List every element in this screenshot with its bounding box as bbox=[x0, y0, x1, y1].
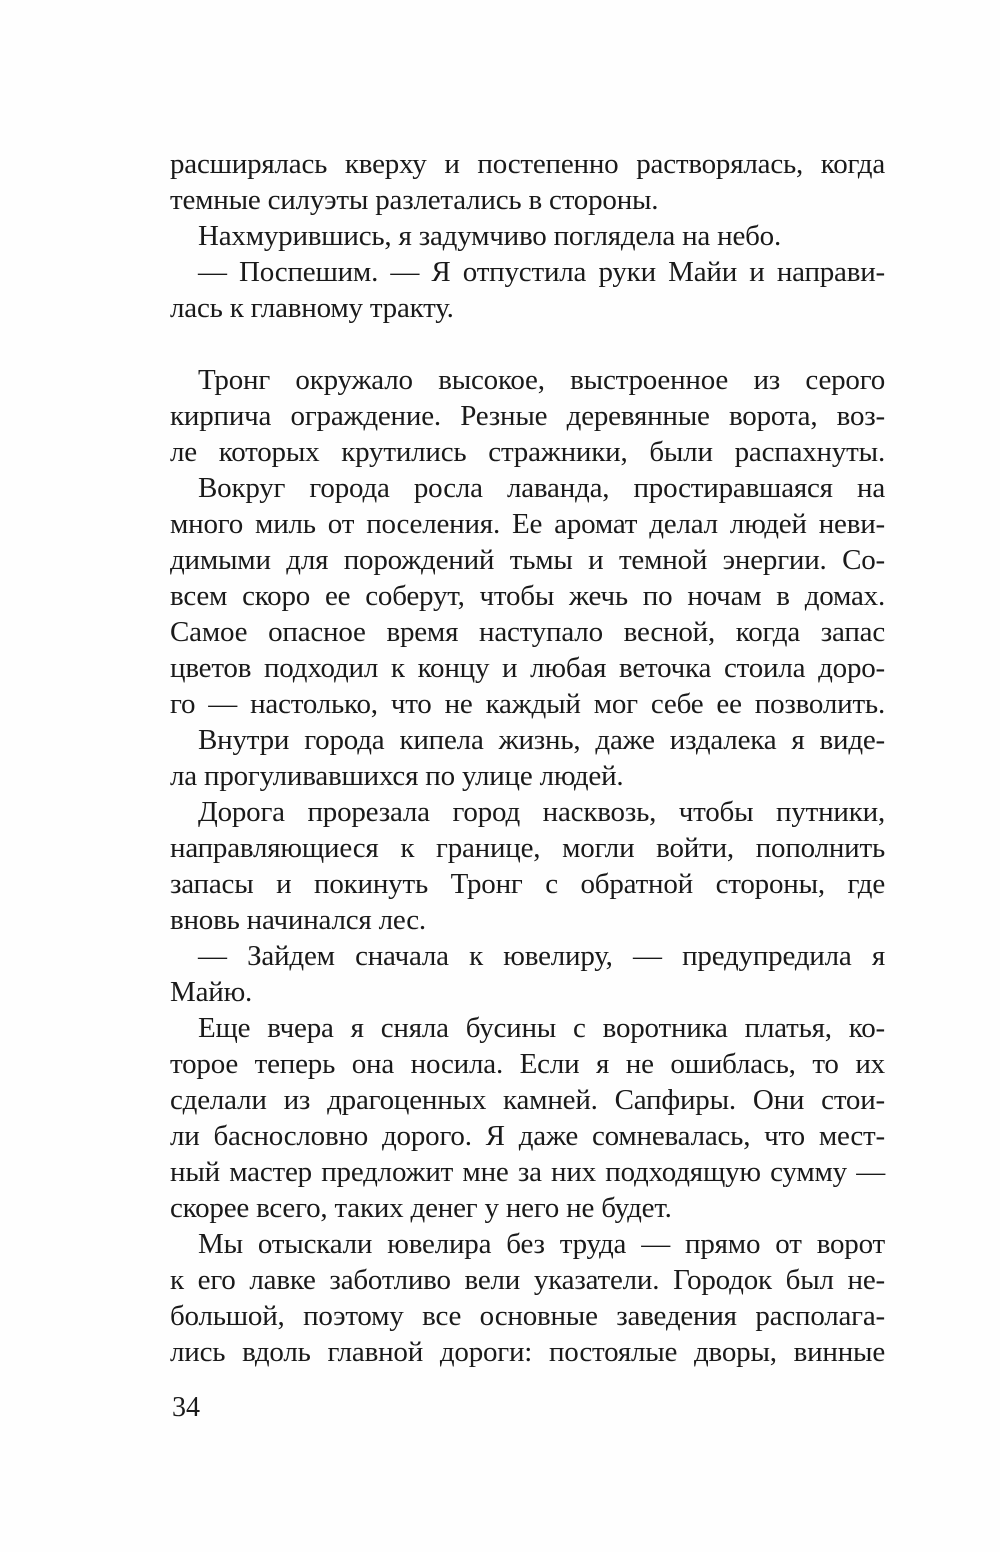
text-line: кирпича ограждение. Резные деревянные ворота, воз- bbox=[170, 400, 885, 432]
text-block bbox=[170, 146, 885, 1370]
text-line: направляющиеся к границе, могли войти, пополнить bbox=[170, 832, 885, 864]
text-line: большой, поэтому все основные заведения располага- bbox=[170, 1300, 885, 1332]
text-line: лась к главному тракту. bbox=[170, 292, 454, 324]
text-line: к его лавке заботливо вели указатели. Городок был не- bbox=[170, 1264, 885, 1296]
text-line: Внутри города кипела жизнь, даже издалека я виде- bbox=[198, 724, 885, 756]
text-line: темные силуэты разлетались в стороны. bbox=[170, 184, 659, 216]
text-line: скорее всего, таких денег у него не будет. bbox=[170, 1192, 672, 1224]
text-line: ли баснословно дорого. Я даже сомневалась, что мест- bbox=[170, 1120, 885, 1152]
page-number: 34 bbox=[172, 1392, 200, 1423]
section-break bbox=[170, 326, 885, 362]
text-line: Мы отыскали ювелира без труда — прямо от ворот bbox=[198, 1228, 885, 1260]
text-line: — Поспешим. — Я отпустила руки Майи и направи- bbox=[198, 256, 885, 288]
text-line: Самое опасное время наступало весной, когда запас bbox=[170, 616, 885, 648]
text-line: вновь начинался лес. bbox=[170, 904, 426, 936]
text-line: много миль от поселения. Ее аромат делал людей неви- bbox=[170, 508, 885, 540]
text-line: димыми для порождений тьмы и темной энергии. Со- bbox=[170, 544, 885, 576]
text-line: — Зайдем сначала к ювелиру, — предупредила я bbox=[198, 940, 885, 972]
text-line: Еще вчера я сняла бусины с воротника платья, ко- bbox=[198, 1012, 885, 1044]
text-line: торое теперь она носила. Если я не ошиблась, то их bbox=[170, 1048, 885, 1080]
text-line: Дорога прорезала город насквозь, чтобы путники, bbox=[198, 796, 885, 828]
text-line: всем скоро ее соберут, чтобы жечь по ночам в домах. bbox=[170, 580, 885, 612]
text-line: ла прогуливавшихся по улице людей. bbox=[170, 760, 624, 792]
text-line: ле которых крутились стражники, были распахнуты. bbox=[170, 436, 885, 468]
text-line: сделали из драгоценных камней. Сапфиры. Они стои- bbox=[170, 1084, 885, 1116]
text-line: лись вдоль главной дороги: постоялые дворы, винные bbox=[170, 1336, 885, 1368]
text-line: расширялась кверху и постепенно растворялась, когда bbox=[170, 148, 885, 180]
text-line: ный мастер предложит мне за них подходящую сумму — bbox=[170, 1156, 885, 1188]
text-line: цветов подходил к концу и любая веточка стоила доро- bbox=[170, 652, 885, 684]
text-line: запасы и покинуть Тронг с обратной стороны, где bbox=[170, 868, 885, 900]
text-line: го — настолько, что не каждый мог себе ее позволить. bbox=[170, 688, 885, 720]
text-line: Вокруг города росла лаванда, простиравшаяся на bbox=[198, 472, 885, 504]
text-line: Тронг окружало высокое, выстроенное из серого bbox=[198, 364, 885, 396]
text-line: Майю. bbox=[170, 976, 253, 1008]
text-line: Нахмурившись, я задумчиво поглядела на небо. bbox=[198, 220, 782, 252]
